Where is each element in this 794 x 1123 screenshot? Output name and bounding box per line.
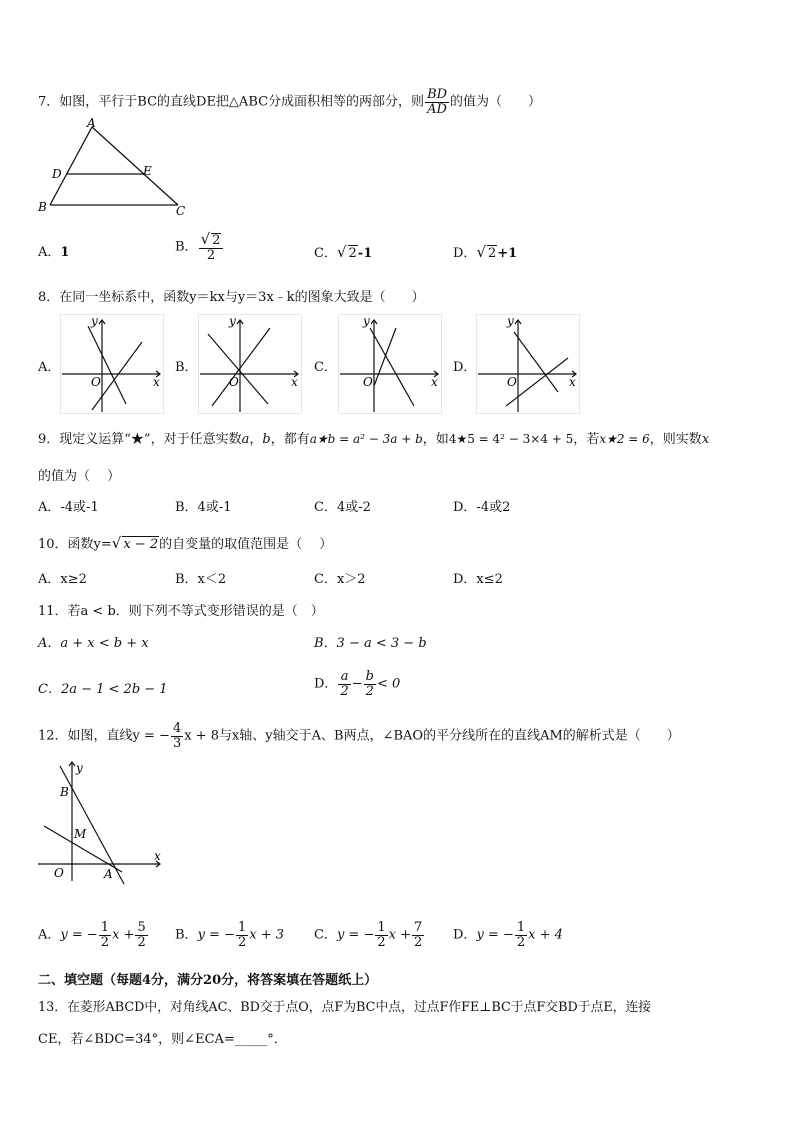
q9-sep: ， bbox=[249, 432, 263, 447]
option-frac bbox=[375, 921, 387, 949]
q8-graph-d[interactable] bbox=[476, 314, 580, 414]
minus: − bbox=[351, 676, 363, 692]
q9-stem-line2: 的值为（ ） bbox=[38, 469, 121, 484]
option-mid: x + bbox=[112, 927, 135, 943]
q8-stem: 8．在同一坐标系中，函数y＝kx与y＝3x﹣k的图象大致是（ ） bbox=[38, 290, 425, 305]
option-mid: x + 4 bbox=[528, 927, 563, 943]
frac-num: 5 bbox=[137, 920, 146, 935]
q12-figure bbox=[30, 756, 170, 886]
label-b: B bbox=[60, 785, 69, 799]
q12-stem bbox=[38, 722, 680, 750]
q7-stem-text: 如图，平行于BC的直线DE把△ABC分成面积相等的两部分，则 bbox=[59, 94, 425, 110]
label-b: B bbox=[38, 200, 47, 214]
q10-stem-a: 10．函数y= bbox=[38, 537, 112, 552]
q7-stem-tail: 的值为（ ） bbox=[450, 94, 542, 110]
origin-label: O bbox=[91, 375, 101, 389]
q11-option-d[interactable] bbox=[314, 670, 400, 698]
label-a: A bbox=[87, 116, 96, 130]
q7-option-d-tail: +1 bbox=[497, 246, 518, 261]
q7-option-d-label: D． bbox=[453, 246, 477, 261]
q10-stem-b: 的自变量的取值范围是（ ） bbox=[159, 537, 333, 552]
q11-option-d-tail: < 0 bbox=[376, 676, 401, 692]
q9-definition: a★b = a² − 3a + b bbox=[309, 432, 423, 446]
frac-den: 3 bbox=[172, 735, 182, 751]
q9-var-b: b bbox=[262, 432, 271, 447]
q12-option-d[interactable] bbox=[453, 921, 563, 949]
label-d: D bbox=[52, 167, 62, 181]
q8-graph-c[interactable] bbox=[338, 314, 442, 414]
frac-num: 7 bbox=[414, 920, 423, 935]
q11-option-d-frac1 bbox=[338, 670, 350, 698]
q9-stem bbox=[38, 432, 709, 448]
label-m: M bbox=[74, 827, 87, 841]
q8-graph-a[interactable] bbox=[60, 314, 164, 414]
option-label: D． bbox=[453, 927, 477, 943]
q9-stem-e: ，则实数 bbox=[649, 432, 702, 447]
q9-option-d[interactable]: D．-4或2 bbox=[453, 500, 511, 515]
axis-y-label: y bbox=[363, 314, 370, 328]
q11-stem: 11．若a < b．则下列不等式变形错误的是（ ） bbox=[38, 604, 324, 619]
axis-y-label: y bbox=[91, 314, 98, 328]
axis-y-label: y bbox=[76, 761, 83, 775]
q9-var-a: a bbox=[241, 432, 250, 447]
q9-option-b[interactable]: B．4或-1 bbox=[175, 500, 232, 515]
option-frac2 bbox=[135, 921, 147, 949]
q12-option-c[interactable] bbox=[314, 921, 425, 949]
frac-den: 2 bbox=[340, 683, 349, 699]
option-pre: y = − bbox=[197, 927, 235, 943]
frac-num: b bbox=[365, 669, 374, 684]
q12-option-a[interactable] bbox=[38, 921, 149, 949]
sqrt-icon: √ bbox=[336, 243, 347, 261]
q13-line2: CE，若∠BDC=34°，则∠ECA=_____°． bbox=[38, 1032, 287, 1047]
q8-option-b-label[interactable]: B． bbox=[175, 360, 198, 375]
axis-y-label: y bbox=[229, 314, 236, 328]
q7-option-b-label: B． bbox=[175, 239, 198, 255]
q9-stem-c: ，如 bbox=[422, 432, 449, 447]
q9-var-x: x bbox=[701, 432, 710, 447]
frac-num: 1 bbox=[237, 920, 247, 935]
frac-num: 1 bbox=[100, 920, 110, 935]
q7-stem bbox=[38, 88, 541, 116]
q8-option-c-label[interactable]: C． bbox=[314, 360, 337, 375]
option-mid: x + 3 bbox=[249, 927, 285, 943]
q7-option-a-value: 1 bbox=[60, 245, 70, 260]
q7-option-c-label: C． bbox=[314, 246, 337, 261]
frac-num: a bbox=[338, 670, 350, 685]
q8-graph-b[interactable] bbox=[198, 314, 302, 414]
option-label: C． bbox=[314, 927, 337, 943]
q7-option-b-fraction bbox=[199, 232, 224, 262]
axis-y-label: y bbox=[507, 314, 514, 328]
frac-den: 2 bbox=[365, 683, 374, 699]
q11-option-c[interactable]: C．2a − 1 < 2b − 1 bbox=[38, 682, 168, 697]
frac-den: 2 bbox=[137, 934, 146, 950]
label-e: E bbox=[143, 164, 152, 178]
label-c: C bbox=[176, 204, 186, 218]
q12-slope-fraction bbox=[171, 722, 183, 750]
q9-condition: x★2 = 6 bbox=[599, 432, 650, 446]
q9-stem-d: ，若 bbox=[573, 432, 600, 447]
q7-option-d[interactable] bbox=[453, 243, 517, 262]
option-pre: y = − bbox=[476, 927, 514, 943]
frac-num: 4 bbox=[172, 721, 182, 736]
sqrt-icon: √ bbox=[200, 230, 211, 248]
q10-option-c[interactable]: C．x＞2 bbox=[314, 572, 366, 587]
q7-triangle-figure bbox=[30, 115, 200, 220]
q11-option-d-frac2 bbox=[364, 670, 376, 698]
option-mid: x + bbox=[388, 927, 411, 943]
q7-option-c-radicand: 2 bbox=[348, 246, 357, 261]
q11-option-d-label: D． bbox=[314, 676, 338, 692]
q7-number: 7． bbox=[38, 94, 60, 110]
option-frac bbox=[236, 921, 248, 949]
q7-option-b[interactable] bbox=[175, 232, 224, 262]
origin-label: O bbox=[54, 866, 64, 880]
q10-option-b[interactable]: B．x＜2 bbox=[175, 572, 227, 587]
section-two-heading: 二、填空题（每题4分，满分20分，将答案填在答题纸上） bbox=[38, 973, 378, 988]
q7-option-c[interactable] bbox=[314, 243, 372, 262]
option-frac bbox=[99, 921, 111, 949]
q10-option-a[interactable]: A．x≥2 bbox=[38, 572, 87, 587]
option-label: B． bbox=[175, 927, 198, 943]
q7-frac-den: AD bbox=[427, 101, 447, 117]
axis-x-label: x bbox=[154, 849, 161, 863]
frac-den: 2 bbox=[516, 934, 526, 950]
option-pre: y = − bbox=[336, 927, 375, 943]
q9-stem-b: ，都有 bbox=[270, 432, 310, 447]
q8-option-a-label[interactable]: A． bbox=[38, 360, 61, 375]
frac-den: 2 bbox=[377, 934, 386, 950]
option-label: A． bbox=[38, 927, 61, 943]
q12-stem-a: 12．如图，直线y = − bbox=[38, 728, 170, 744]
axis-x-label: x bbox=[291, 375, 298, 389]
q7-fraction bbox=[425, 88, 449, 116]
axis-x-label: x bbox=[431, 375, 438, 389]
option-pre: y = − bbox=[60, 927, 98, 943]
origin-label: O bbox=[363, 375, 373, 389]
q10-option-d[interactable]: D．x≤2 bbox=[453, 572, 503, 587]
q7-option-b-num: 2 bbox=[212, 233, 221, 248]
q13-line1: 13．在菱形ABCD中，对角线AC、BD交于点O，点F为BC中点，过点F作FE⊥BC于点F交BD于点E，连接 bbox=[38, 1000, 652, 1015]
q9-option-c[interactable]: C．4或-2 bbox=[314, 500, 371, 515]
origin-label: O bbox=[229, 375, 239, 389]
q7-option-a-label: A． bbox=[38, 245, 61, 260]
q7-option-b-den: 2 bbox=[206, 247, 216, 263]
q10-radicand: x − 2 bbox=[123, 537, 159, 552]
frac-den: 2 bbox=[237, 934, 247, 950]
q7-option-a[interactable] bbox=[38, 245, 69, 261]
q7-frac-num: BD bbox=[427, 87, 448, 102]
label-a: A bbox=[104, 867, 113, 881]
frac-num: 1 bbox=[516, 920, 526, 935]
axis-x-label: x bbox=[569, 375, 576, 389]
frac-den: 2 bbox=[100, 934, 110, 950]
q8-option-d-label[interactable]: D． bbox=[453, 360, 477, 375]
q7-option-c-tail: -1 bbox=[357, 246, 373, 261]
q9-example: 4★5 = 4² − 3×4 + 5 bbox=[448, 432, 574, 446]
q10-stem bbox=[38, 534, 332, 553]
axis-x-label: x bbox=[153, 375, 160, 389]
frac-num: 1 bbox=[377, 920, 386, 935]
option-frac2 bbox=[412, 921, 424, 949]
q7-option-d-radicand: 2 bbox=[488, 246, 497, 261]
q11-option-b[interactable]: B．3 − a < 3 − b bbox=[314, 636, 427, 651]
q9-option-a[interactable]: A．-4或-1 bbox=[38, 500, 99, 515]
option-frac bbox=[515, 921, 527, 949]
frac-den: 2 bbox=[414, 934, 423, 950]
origin-label: O bbox=[507, 375, 517, 389]
sqrt-icon: √ bbox=[111, 534, 122, 552]
sqrt-icon: √ bbox=[476, 243, 486, 261]
q12-option-b[interactable] bbox=[175, 921, 284, 949]
q11-option-a[interactable]: A．a + x < b + x bbox=[38, 636, 149, 651]
q9-stem-a: 9．现定义运算“★”，对于任意实数 bbox=[38, 432, 242, 447]
q12-stem-b: x + 8与x轴、y轴交于A、B两点，∠BAO的平分线所在的直线AM的解析式是（ ） bbox=[184, 728, 680, 744]
